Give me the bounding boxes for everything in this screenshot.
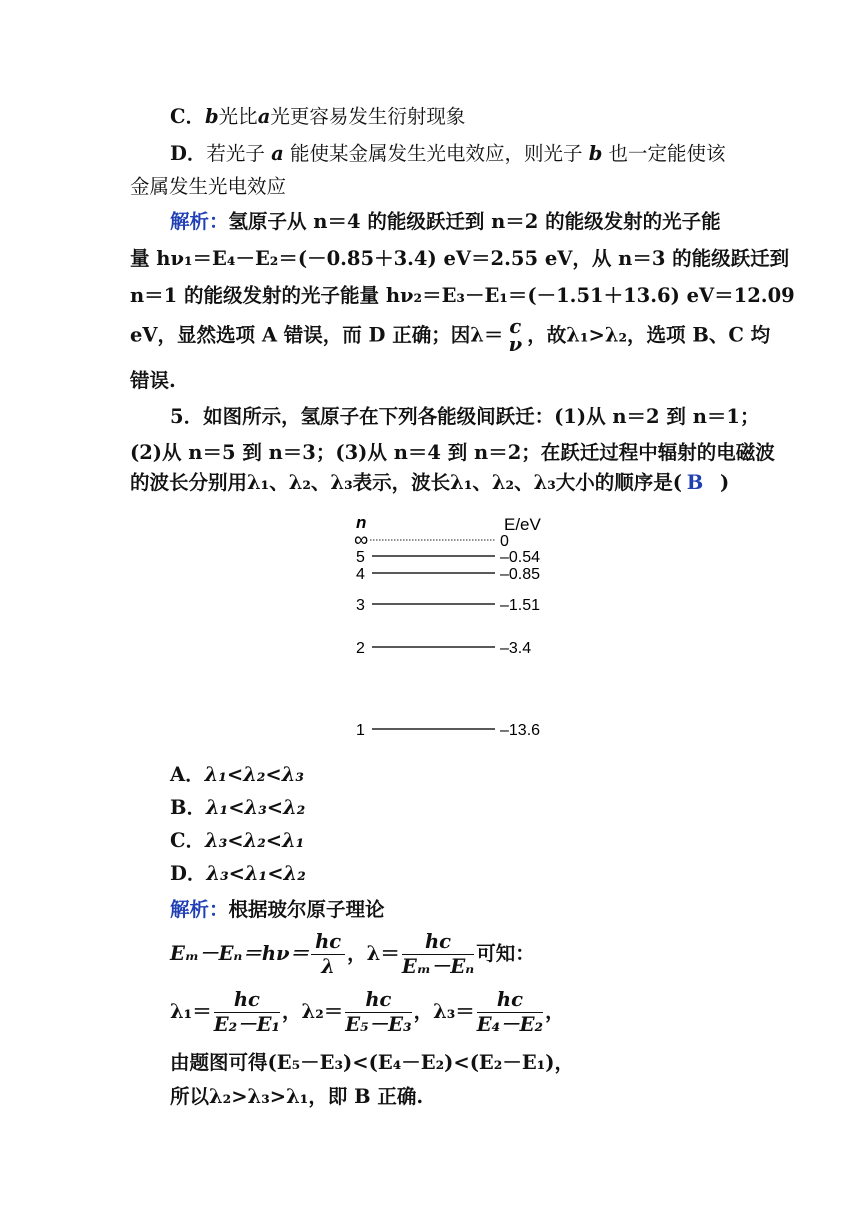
level-energy-label: –1.51	[500, 597, 541, 614]
answer-b: B	[686, 471, 704, 494]
analysis1-line1: 解析：氢原子从 n＝4 的能级跃迁到 n＝2 的能级发射的光子能	[170, 210, 721, 233]
option-c-line: C．b光比a光更容易发生衍射现象	[170, 105, 466, 128]
fraction-hc-over-em-en: $\frac{hc}{\text{Eₘ－Eₙ}}$	[401, 930, 475, 978]
option-text: λ₁<λ₃<λ₂	[205, 796, 306, 819]
level-n-label: 2	[356, 640, 365, 657]
analysis1-line4: eV，显然选项 A 错误，而 D 正确；因λ＝ c ν ，故λ₁>λ₂，选项 B、C 均	[130, 315, 771, 356]
fraction-lambda1: $\frac{hc}{\text{E₂－E₁}}$	[213, 988, 281, 1036]
option-item	[170, 826, 304, 856]
question5-line1: 5．如图所示，氢原子在下列各能级间跃迁：(1)从 n＝2 到 n＝1；	[170, 405, 760, 428]
option-item	[170, 760, 304, 790]
fraction-c-over-nu: c ν	[508, 315, 523, 356]
level-energy-label: –13.6	[500, 722, 541, 739]
option-text: λ₃<λ₁<λ₂	[206, 862, 306, 885]
question5-line3: 的波长分别用λ₁、λ₂、λ₃表示，波长λ₁、λ₂、λ₃大小的顺序是( B )	[130, 468, 729, 498]
option-label: A．	[170, 763, 205, 786]
option-d-line-2: 金属发生光电效应	[130, 175, 287, 198]
level-n-label: ∞	[354, 529, 369, 551]
level-n-label: 3	[356, 597, 365, 614]
analysis2-line1: 解析：根据玻尔原子理论	[170, 898, 385, 921]
n-axis-label: n	[356, 513, 367, 532]
energy-axis-label: E/eV	[504, 515, 541, 534]
formula-1: Eₘ－Eₙ＝hν＝ $\frac{hc}{\lambda}$ ，λ＝ $\frac{hc}{\text{Eₘ－Eₙ}}$ 可知：	[170, 930, 535, 978]
option-item	[170, 859, 306, 889]
level-n-label: 5	[356, 549, 365, 566]
analysis1-line2: 量 hν₁＝E₄－E₂＝(－0.85＋3.4) eV＝2.55 eV，从 n＝3 的能级跃迁到	[130, 247, 790, 270]
level-n-label: 4	[356, 566, 365, 583]
formula-2: λ₁＝ $\frac{hc}{\text{E₂－E₁}}$ ，λ₂＝ $\frac{hc}{\text{E₅－E₃}}$ ，λ₃＝ $\frac{hc}{\text{E₄－E₂}}$ ，	[170, 988, 565, 1036]
option-text: λ₁<λ₂<λ₃	[204, 763, 304, 786]
option-d-line: D．若光子 a 能使某金属发生光电效应，则光子 b 也一定能使该	[170, 142, 726, 165]
option-text: λ₃<λ₂<λ₁	[205, 829, 305, 852]
question5-line2: (2)从 n＝5 到 n＝3；(3)从 n＝4 到 n＝2；在跃迁过程中辐射的电磁波	[130, 441, 775, 464]
level-energy-label: –0.85	[500, 566, 541, 583]
fraction-hc-over-lambda: $\frac{hc}{\lambda}$	[311, 930, 345, 979]
level-energy-label: –3.4	[500, 640, 532, 657]
analysis1-line5: 错误.	[130, 369, 176, 392]
option-label: D．	[170, 862, 207, 885]
energy-level-diagram	[340, 508, 580, 748]
fraction-lambda3: $\frac{hc}{\text{E₄－E₂}}$	[476, 988, 544, 1036]
analysis1-line3: n＝1 的能级发射的光子能量 hν₂＝E₃－E₁＝(－1.51＋13.6) eV＝12.09	[130, 284, 795, 307]
option-label: C．	[170, 829, 206, 852]
fraction-lambda2: $\frac{hc}{\text{E₅－E₃}}$	[345, 988, 412, 1036]
analysis2-line5: 所以λ₂>λ₃>λ₁，即 B 正确.	[170, 1085, 424, 1108]
level-energy-label: 0	[500, 533, 509, 550]
option-item	[170, 793, 305, 823]
analysis2-line4: 由题图可得(E₅－E₃)<(E₄－E₂)<(E₂－E₁)，	[170, 1051, 574, 1074]
level-energy-label: –0.54	[500, 549, 541, 566]
level-n-label: 1	[356, 722, 365, 739]
option-label: B．	[170, 796, 206, 819]
